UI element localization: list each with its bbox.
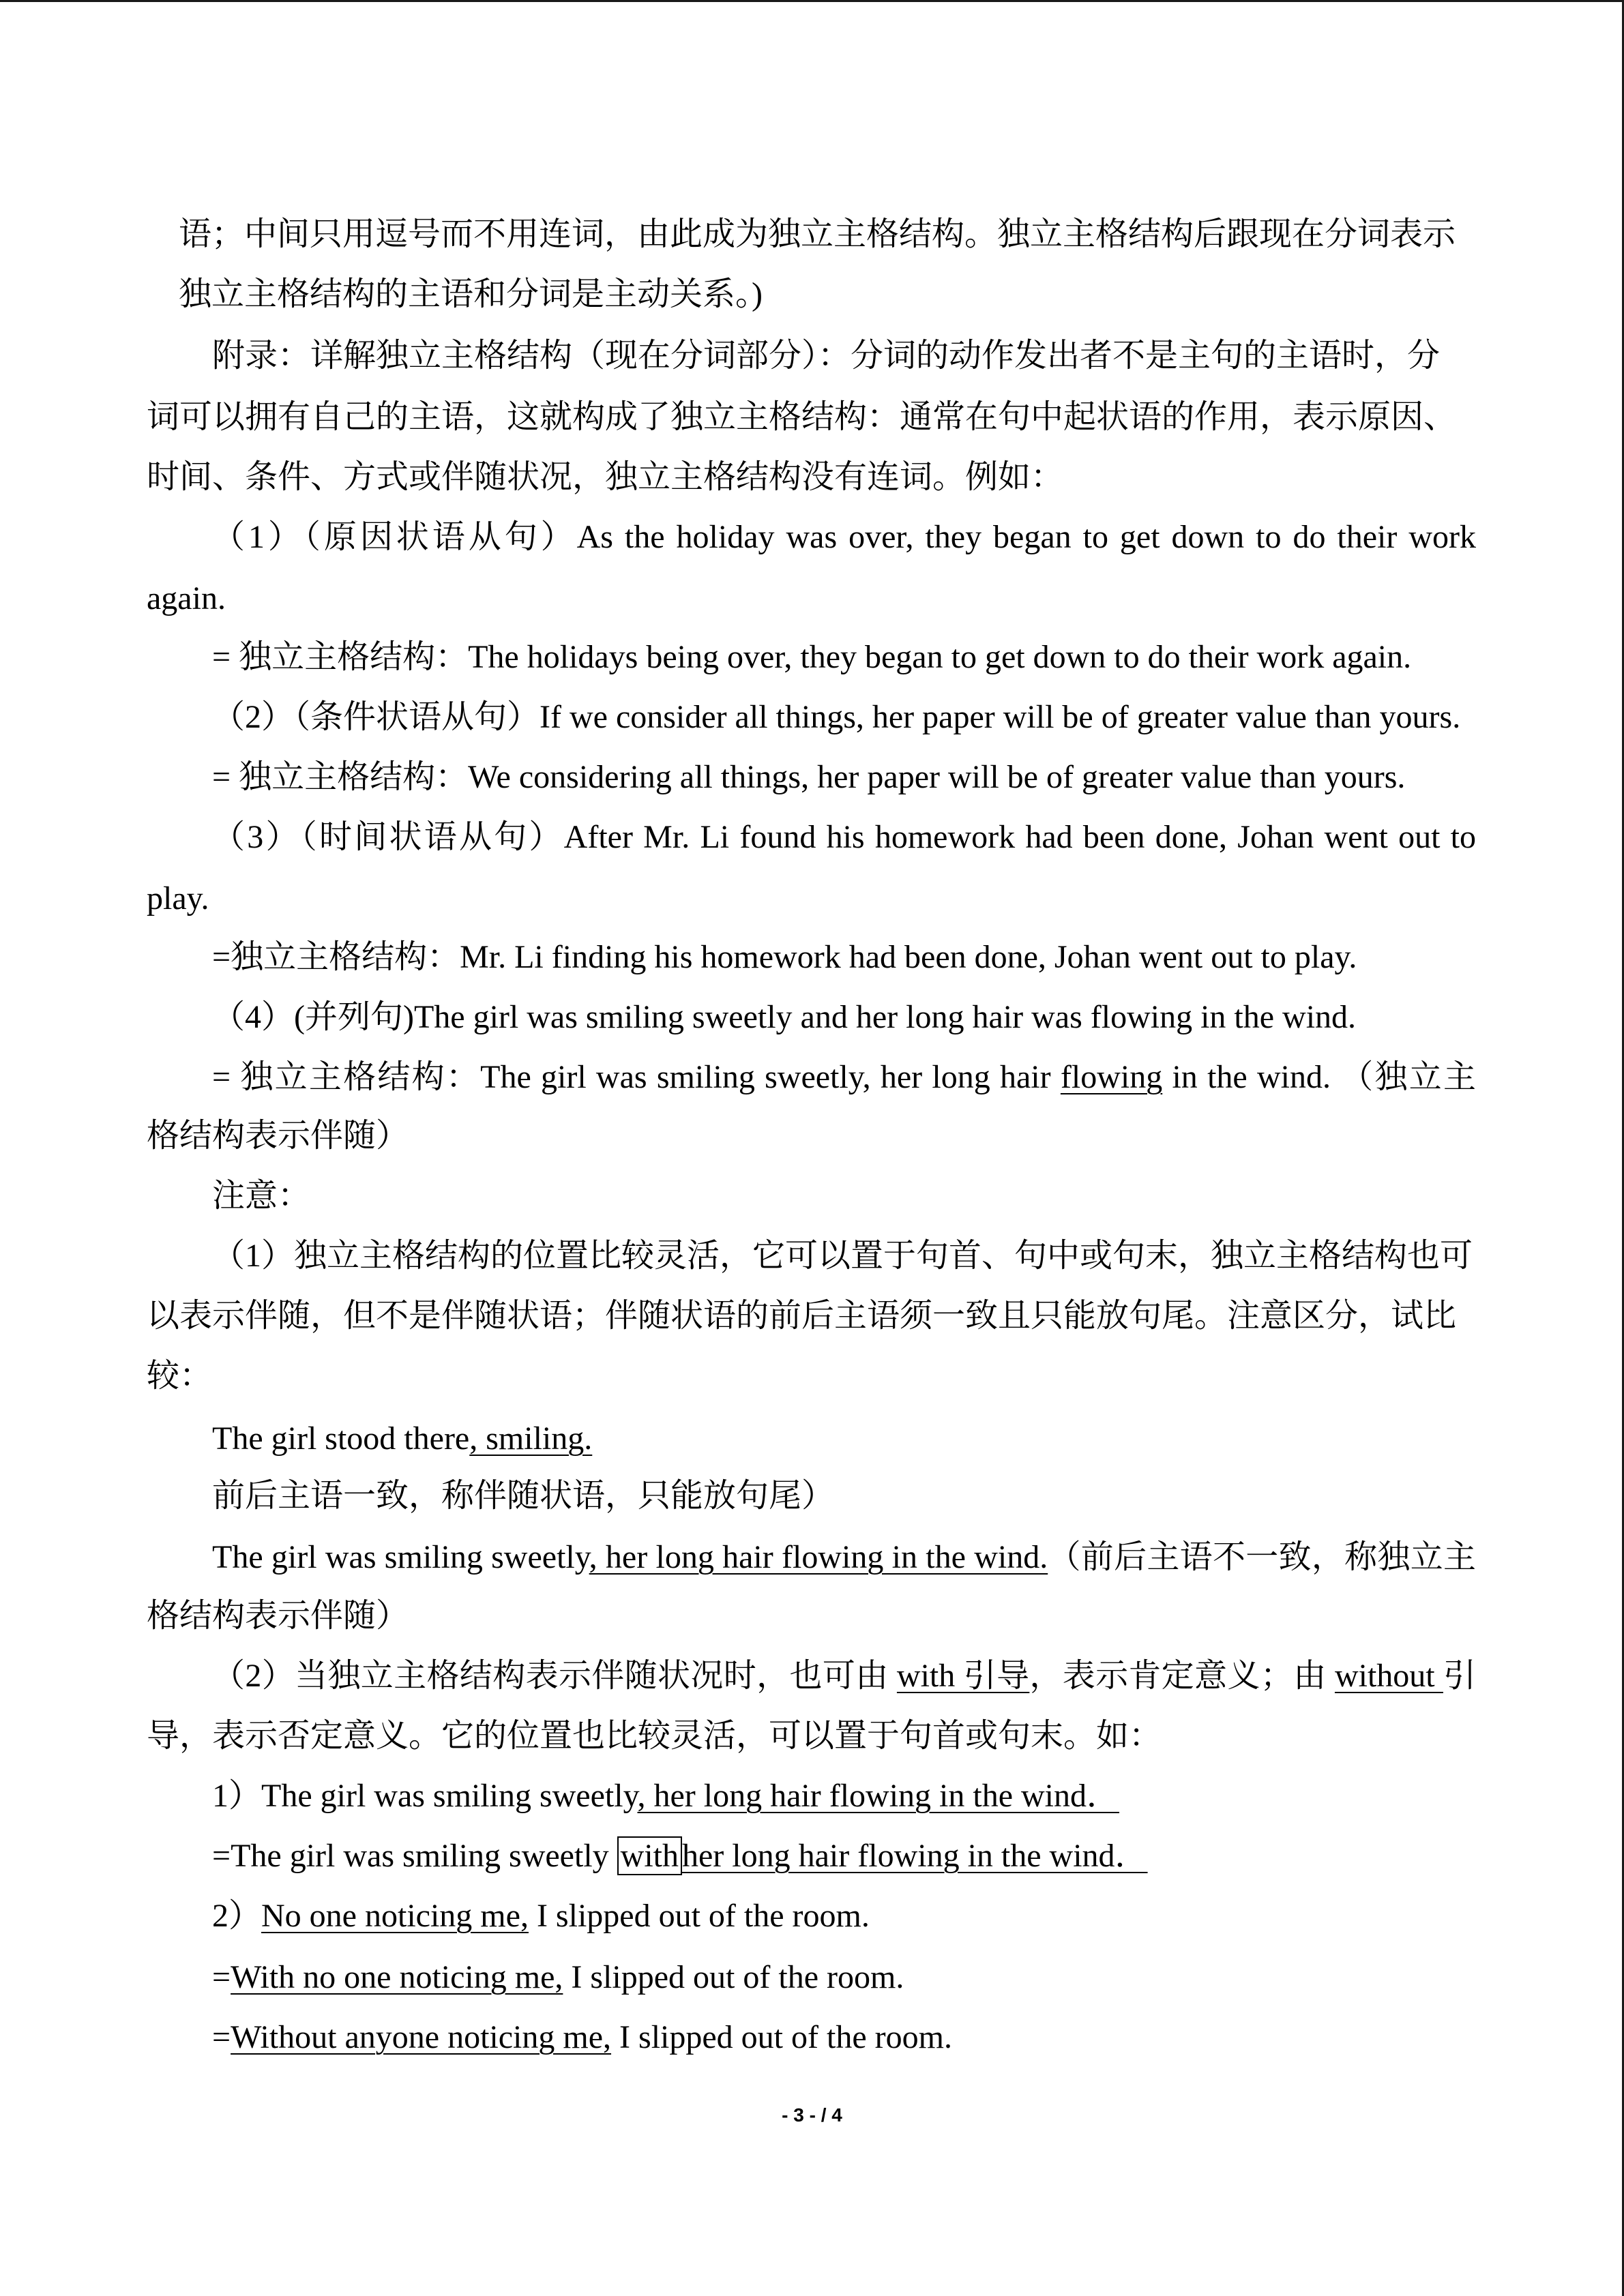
text-run: 导，表示否定意义。它的位置也比较灵活，可以置于句首或句末。如：: [147, 1718, 1162, 1754]
example-line: [147, 1766, 1476, 1826]
text-run: 以表示伴随，但不是伴随状语；伴随状语的前后主语须一致且只能放句尾。注意区分，试比: [147, 1298, 1457, 1334]
text-line: [147, 1646, 1476, 1706]
underlined-phrase: With no one noticing me,: [231, 1959, 563, 1995]
text-run: 1）The girl was smiling sweetly: [212, 1778, 638, 1814]
underlined-phrase: Without anyone noticing me,: [231, 2019, 612, 2055]
example-line: [147, 987, 1476, 1047]
text-line: [147, 1286, 1476, 1346]
page-number: - 3 - / 4: [782, 2104, 842, 2126]
text-run: 格结构表示伴随）: [147, 1118, 409, 1154]
underlined-phrase: No one noticing me,: [261, 1898, 529, 1934]
text-run: = 独立主格结构：The girl was smiling sweetly, her long hair: [212, 1059, 1061, 1095]
appendix-heading-line: [147, 326, 1476, 386]
text-run: （3）（时间状语从句）After Mr. Li found his homework had been done, Johan went out to: [212, 819, 1476, 855]
text-line: [147, 1706, 1476, 1766]
text-run: = 独立主格结构：The holidays being over, they began to get down to do their work again.: [212, 639, 1412, 675]
text-run: The girl stood there: [212, 1420, 470, 1457]
example-line: [147, 927, 1476, 987]
text-run: in the wind. （独立主: [1162, 1059, 1476, 1095]
text-line: [147, 1586, 1476, 1646]
example-line: [147, 747, 1476, 807]
underlined-phrase: , smiling.: [469, 1420, 593, 1457]
text-run: I slipped out of the room.: [611, 2019, 952, 2055]
text-line: [147, 265, 1476, 325]
example-line: [147, 807, 1476, 867]
text-run: I slipped out of the room.: [528, 1898, 870, 1934]
text-run: 附录：详解独立主格结构（现在分词部分）：分词的动作发出者不是主句的主语时，分: [212, 338, 1441, 374]
example-line: [147, 1527, 1476, 1587]
text-run: ，表示肯定意义；由: [1029, 1658, 1335, 1694]
text-line: [147, 447, 1476, 507]
underlined-phrase: flowing: [1060, 1059, 1163, 1095]
example-line: [147, 507, 1476, 567]
underlined-phrase: with 引导: [896, 1658, 1030, 1694]
text-run: （2）（条件状语从句）If we consider all things, her paper will be of greater value than yours.: [212, 699, 1461, 735]
underlined-phrase: her long hair flowing in the wind．: [682, 1838, 1148, 1874]
text-line: [147, 1226, 1476, 1286]
text-run: =: [212, 2019, 231, 2055]
text-run: =The girl was smiling sweetly: [212, 1838, 617, 1874]
underlined-phrase: without: [1334, 1658, 1443, 1694]
example-line: [147, 869, 1476, 929]
text-line: [147, 205, 1476, 265]
text-line: [147, 1106, 1476, 1166]
note-heading: [147, 1166, 1476, 1226]
text-line: [147, 1346, 1476, 1406]
underlined-phrase: , her long hair flowing in the wind.: [589, 1539, 1048, 1575]
example-line: [147, 1409, 1476, 1469]
example-line: [147, 1948, 1476, 2008]
text-run: （2）当独立主格结构表示伴随状况时，也可由: [212, 1658, 897, 1694]
example-line: [147, 1047, 1476, 1107]
text-run: 较：: [147, 1358, 213, 1394]
text-run: （4）(并列句)The girl was smiling sweetly and her long hair was flowing in the wind.: [212, 999, 1357, 1035]
text-run: 语；中间只用逗号而不用连词，由此成为独立主格结构。独立主格结构后跟现在分词表示: [179, 216, 1456, 252]
text-run: 2）: [212, 1898, 262, 1934]
text-run: =: [212, 1959, 231, 1995]
example-line: [147, 627, 1476, 687]
example-line: [147, 569, 1476, 629]
text-run: （前后主语不一致，称独立主: [1048, 1539, 1476, 1575]
example-line: [147, 2008, 1476, 2068]
text-run: 独立主格结构的主语和分词是主动关系。): [179, 276, 763, 312]
boxed-word: with: [617, 1836, 682, 1875]
text-run: 引: [1443, 1658, 1476, 1694]
text-run: The girl was smiling sweetly: [212, 1539, 589, 1575]
text-run: = 独立主格结构：We considering all things, her paper will be of greater value than yours.: [212, 759, 1406, 795]
text-run: =独立主格结构：Mr. Li finding his homework had been done, Johan went out to play.: [212, 939, 1357, 975]
text-run: （1）（原因状语从句）As the holiday was over, they began to get down to do their work: [212, 519, 1476, 555]
example-line: [147, 687, 1476, 747]
text-run: again.: [147, 580, 226, 616]
text-run: I slipped out of the room.: [563, 1959, 904, 1995]
text-line: [147, 1466, 1476, 1526]
text-run: play.: [147, 880, 209, 916]
text-line: [147, 387, 1476, 447]
text-run: 注意：: [212, 1178, 311, 1214]
text-run: 词可以拥有自己的主语，这就构成了独立主格结构：通常在句中起状语的作用，表示原因、: [147, 399, 1457, 435]
underlined-phrase: , her long hair flowing in the wind．: [637, 1778, 1120, 1814]
text-run: （1）独立主格结构的位置比较灵活，它可以置于句首、句中或句末，独立主格结构也可: [212, 1238, 1473, 1274]
text-run: 格结构表示伴随）: [147, 1598, 409, 1634]
example-line: [147, 1826, 1476, 1886]
text-run: 前后主语一致，称伴随状语，只能放句尾）: [212, 1478, 835, 1514]
text-run: 时间、条件、方式或伴随状况，独立主格结构没有连词。例如：: [147, 459, 1064, 495]
example-line: [147, 1886, 1476, 1946]
